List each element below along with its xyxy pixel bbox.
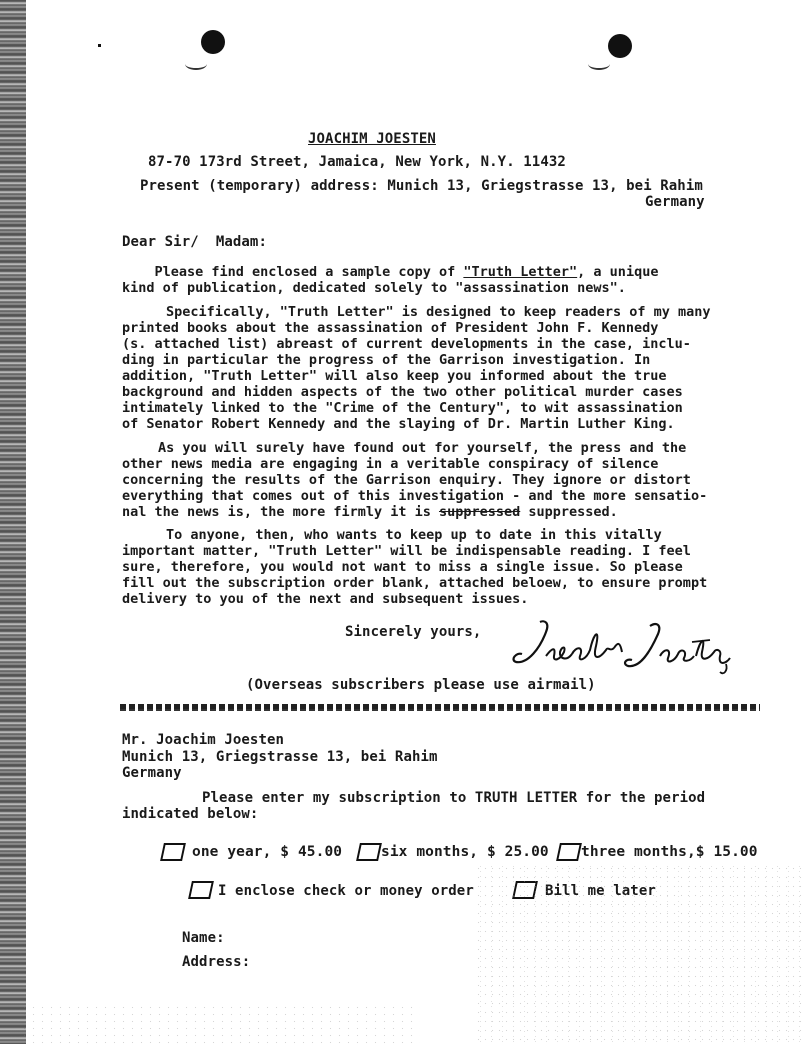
- scan-noise: [475, 864, 805, 1044]
- one-year-option: one year, $ 45.00: [192, 844, 343, 860]
- text-line: (s. attached list) abreast of current developments in the case, inclu-: [122, 336, 691, 352]
- paragraph-specifically: [122, 304, 711, 432]
- text-line: sure, therefore, you would not want to miss a single issue. So please: [122, 559, 683, 575]
- letterhead-name: JOACHIM JOESTEN: [308, 131, 436, 147]
- salutation: Dear Sir/ Madam:: [122, 234, 267, 250]
- closing: Sincerely yours,: [345, 624, 482, 640]
- recipient-name: Mr. Joachim Joesten: [122, 732, 285, 748]
- punch-hole-left: [201, 30, 225, 54]
- text-line: To anyone, then, who wants to keep up to date in this vitally: [166, 527, 662, 543]
- text-line: ding in particular the progress of the Garrison investigation. In: [122, 352, 651, 368]
- text-line: Specifically, "Truth Letter" is designed to keep readers of my many: [166, 304, 711, 320]
- scan-edge: [0, 0, 26, 1044]
- letterhead-address: 87-70 173rd Street, Jamaica, New York, N.Y. 11432: [148, 154, 566, 170]
- paragraph-subscribe: [122, 527, 707, 607]
- check-enclosed-checkbox[interactable]: [188, 881, 214, 899]
- text-line: As you will surely have found out for yourself, the press and the: [158, 440, 687, 456]
- six-months-option: six months, $ 25.00: [381, 844, 549, 860]
- text-line: important matter, "Truth Letter" will be indispensable reading. I feel: [122, 543, 691, 559]
- airmail-note: (Overseas subscribers please use airmail): [246, 677, 596, 693]
- text-line: background and hidden aspects of the two other political murder cases: [122, 384, 683, 400]
- paragraph-press: [122, 440, 707, 520]
- intro-text-end: , a unique: [577, 264, 659, 280]
- text-line: fill out the subscription order blank, attached beloew, to ensure prompt: [122, 575, 708, 591]
- one-year-checkbox[interactable]: [160, 843, 186, 861]
- text-line: of Senator Robert Kennedy and the slaying of Dr. Martin Luther King.: [122, 416, 675, 432]
- six-months-checkbox[interactable]: [356, 843, 382, 861]
- handwritten-signature: [510, 612, 750, 682]
- punch-hole-right: [608, 34, 632, 58]
- text-line-end: suppressed.: [520, 504, 618, 520]
- cut-line-lower: [120, 709, 760, 711]
- recipient-country: Germany: [122, 765, 182, 781]
- subscription-request: Please enter my subscription to TRUTH LETTER for the period: [202, 790, 706, 806]
- recipient-street: Munich 13, Griegstrasse 13, bei Rahim: [122, 749, 438, 765]
- scan-speck: [98, 44, 101, 47]
- intro-text-start: Please find enclosed a sample copy of: [154, 264, 464, 280]
- struck-word: suppressed: [438, 504, 521, 520]
- three-months-option: three months,$ 15.00: [581, 844, 758, 860]
- scan-noise-bottom: [20, 1004, 420, 1044]
- bill-later-option: Bill me later: [545, 883, 656, 899]
- text-line: concerning the results of the Garrison enquiry. They ignore or distort: [122, 472, 691, 488]
- text-line: intimately linked to the "Crime of the Century", to wit assassination: [122, 400, 683, 416]
- letterhead-present-address: Present (temporary) address: Munich 13, Griegstrasse 13, bei Rahim: [140, 178, 703, 194]
- punch-mark-right: [588, 58, 610, 70]
- punch-mark-left: [185, 58, 207, 70]
- publication-title: "Truth Letter": [463, 264, 578, 280]
- text-line: delivery to you of the next and subsequent issues.: [122, 591, 529, 607]
- text-line: addition, "Truth Letter" will also keep you informed about the true: [122, 368, 667, 384]
- text-line: printed books about the assassination of President John F. Kennedy: [122, 320, 659, 336]
- text-line: nal the news is, the more firmly it is: [122, 504, 439, 520]
- address-label: Address:: [182, 954, 251, 970]
- subscription-request-cont: indicated below:: [122, 806, 259, 822]
- text-line: everything that comes out of this investigation - and the more sensatio-: [122, 488, 708, 504]
- paragraph-intro: [122, 264, 658, 296]
- name-label: Name:: [182, 930, 225, 946]
- text-line: other news media are engaging in a veritable conspiracy of silence: [122, 456, 659, 472]
- intro-line: kind of publication, dedicated solely to "assassination news".: [122, 280, 626, 296]
- three-months-checkbox[interactable]: [556, 843, 582, 861]
- check-enclosed-option: I enclose check or money order: [218, 883, 474, 899]
- letterhead-country: Germany: [645, 194, 705, 210]
